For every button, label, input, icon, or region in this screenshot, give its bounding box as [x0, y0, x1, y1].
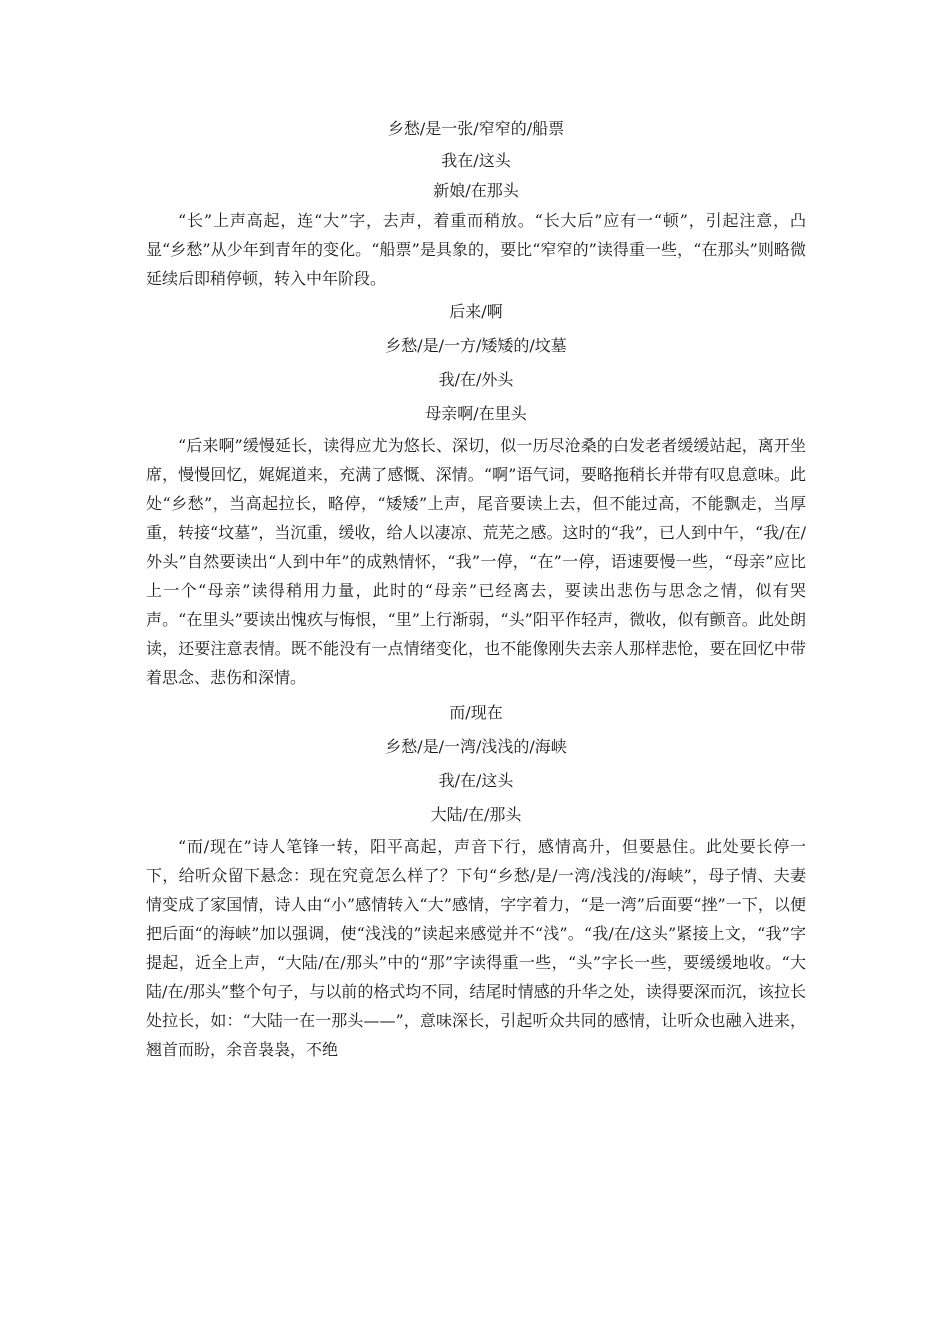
verse-line: 我在/这头 [441, 151, 511, 170]
verse-line: 乡愁/是一张/窄窄的/船票 [387, 119, 565, 138]
commentary-paragraph: “而/现在”诗人笔锋一转，阳平高起，声音下行，感情高升，但要悬住。此处要长停一下，给听众留下悬念：现在究竟怎么样了？下句“乡愁/是/一湾/浅浅的/海峡”，母子情、夫妻情变成了家国情，诗人由“小”感情转入“大”感情，字字着力，“是一湾”后面要“挫”一下，以便把后面“的海峡”加以强调，使“浅浅的”读起来感觉并不“浅”。“我/在/这头”紧接上文，“我”字提起，近全上声，“大陆/在/那头”中的“那”字读得重一些，“头”字长一些，要缓缓地收。“大陆/在/那头”整个句子，与以前的格式均不同，结尾时情感的升华之处，读得要深而沉，该拉长处拉长，如：“大陆一在一那头——”，意味深长，引起听众共同的感情，让听众也融入进来，翘首而盼，余音袅袅，不绝 [146, 837, 806, 1059]
verse-line: 而/现在 [449, 703, 503, 722]
verse-line: 乡愁/是/一方/矮矮的/坟墓 [385, 336, 567, 355]
document-body [146, 112, 806, 1068]
verse-line: 新娘/在那头 [433, 181, 519, 200]
verse-line: 后来/啊 [449, 302, 503, 321]
verse-line: 大陆/在/那头 [430, 805, 522, 824]
commentary-paragraph: “长”上声高起，连“大”字，去声，着重而稍放。“长大后”应有一“顿”，引起注意，凸显“乡愁”从少年到青年的变化。“船票”是具象的，要比“窄窄的”读得重一些，“在那头”则略微延续后即稍停顿，转入中年阶段。 [146, 211, 806, 288]
verse-line: 乡愁/是/一湾/浅浅的/海峡 [385, 737, 567, 756]
verse-line: 母亲啊/在里头 [425, 404, 527, 423]
verse-line: 我/在/这头 [438, 771, 514, 790]
commentary-paragraph: “后来啊”缓慢延长，读得应尤为悠长、深切，似一历尽沧桑的白发老者缓缓站起，离开坐席，慢慢回忆，娓娓道来，充满了感慨、深情。“啊”语气词，要略拖稍长并带有叹息意味。此处“乡愁”，当高起拉长，略停，“矮矮”上声，尾音要读上去，但不能过高，不能飘走，当厚重，转接“坟墓”，当沉重，缓收，给人以凄凉、荒芜之感。这时的“我”，已人到中午，“我/在/外头”自然要读出“人到中年”的成熟情怀，“我”一停，“在”一停，语速要慢一些，“母亲”应比上一个“母亲”读得稍用力量，此时的“母亲”已经离去，要读出悲伤与思念之情，似有哭声。“在里头”要读出愧疚与悔恨，“里”上行渐弱，“头”阳平作轻声，微收，似有颤音。此处朗读，还要注意表情。既不能没有一点情绪变化，也不能像刚失去亲人那样悲怆，要在回忆中带着思念、悲伤和深情。 [146, 436, 806, 687]
verse-line: 我/在/外头 [438, 370, 514, 389]
